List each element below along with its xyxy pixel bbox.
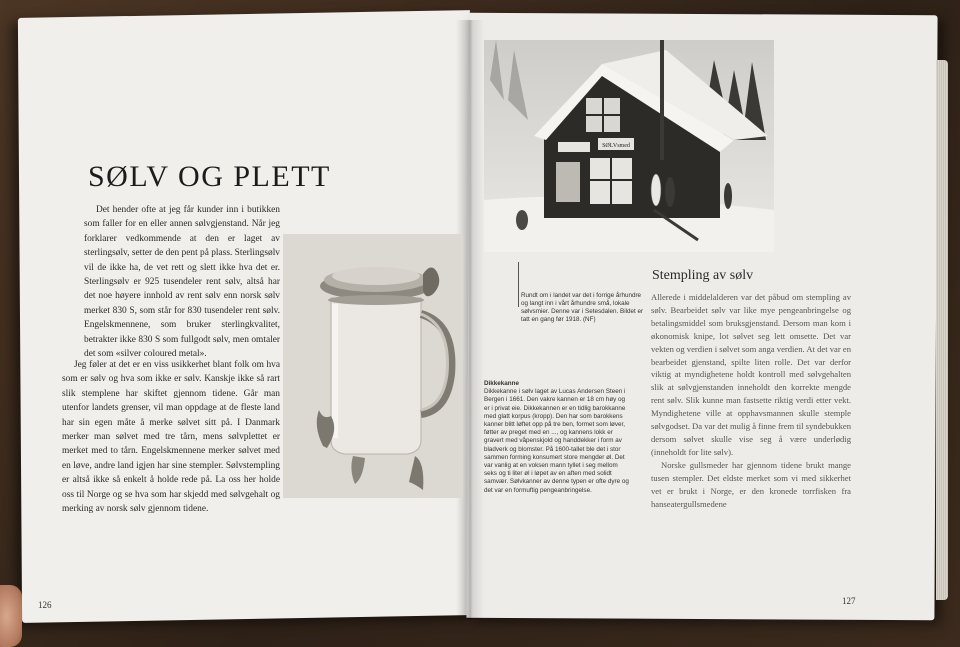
left-page-number: 126 <box>38 600 52 610</box>
right-paragraph-2: Norske gullsmeder har gjennom tidene brukt mange tusen stempler. Det eldste merket som vi med sikkerhet vet er brukt i Norge, er den kronede torrfisken fra hanseatergullsmedene <box>651 459 851 509</box>
tankard-photo <box>283 234 463 498</box>
caption-title: Dikkekanne <box>484 380 520 387</box>
silversmith-house-photo <box>484 40 774 252</box>
page-edges <box>936 60 948 600</box>
left-paragraph-1: Det hender ofte at jeg får kunder inn i butikken som faller for en eller annen sølvgjenstand. Når jeg forklarer vedkommende at den er laget av sterlingsølv, setter de den pent på plass. Sterlingsølv vil de ikke ha, de vet rett og slett ikke hva det er. Sterlingsølv er 925 tusendeler rent sølv, altså har det noe høyere innhold av rent sølv enn norsk sølv merket 830 S, som står for 830 tusendeler rent sølv. Engelskmennene, som bruker sterlingkvalitet, betrakter ikke 830 S som fullgodt sølv, men omtaler det som «silver coloured metal». <box>84 205 280 360</box>
left-paragraph-2: Jeg føler at det er en viss usikkerhet blant folk om hva som er sølv og hva som ikke er sølv. Kanskje ikke så rart slik stemplene har skiftet gjennom tidene. Går man utenfor landets grenser, vil man oppdage at de fleste land har sin egen måte å merke sølvet sitt på. I Danmark merker man sølvet med tre tårn, mens sølvplettet er merket med to tårn. Engelskmennene merker sølvet med en løve, andre land igjen har sine stempler. Sølvstempling er altså ikke så enkelt å holde rede på. La oss her holde oss til Norge og se hva som har skjedd med sølvgehalt og merking av norsk sølv gjennom tidene. <box>62 360 280 515</box>
right-paragraph-1: Allerede i middelalderen var det påbud om stempling av sølv. Bearbeidet sølv var like mye pengeanbringelse og betalingsmiddel som bruksgjenstand. Dersom man kom i økonomisk knipe, lot sølvet seg lett omsette. Det var vekten og verdien i sølvet som anga verdien. At det var en bearbeidet gjenstand, spilte liten rolle. Det var derfor viktig at myndighetene holdt kontroll med sølvgehalten slik at sølvgjenstanden inneholdt den korrekte mengde rent sølv. Slik kunne man fastsette riktig verdi etter vekt. Myndighetene ville at opphavsmannen skulle stemple sølvgodset. Da var det mulig å finne frem til syndebukken dersom sølvet skulle vise seg å være underlødig (inneholdt for lite sølv). <box>651 292 851 457</box>
tankard-illustration <box>283 234 463 498</box>
left-body-text-top <box>84 203 280 361</box>
photo-caption: Rundt om i landet var det i forrige århundre og langt inn i vårt århundre små, lokale sølvsmier. Denne var i Setesdalen. Bildet er tatt en gang før 1918. (NF) <box>521 292 644 323</box>
right-page-number: 127 <box>842 596 856 606</box>
chapter-title: SØLV OG PLETT <box>88 160 331 193</box>
house-illustration <box>484 40 774 252</box>
thumb <box>0 585 22 647</box>
caption-rule <box>518 262 519 307</box>
caption-text: Dikkekanne i sølv laget av Lucas Andersen Steen i Bergen i 1661. Den vakre kannen er 18 cm høy og er i privat eie. Dikkekannen er en tidlig barokkanne med glatt korpus (kropp). Den har som barokkens kanner blitt løftet opp på tre ben, formet som løver, føtter av preget med en ..., og kannens lokk er gravert med våpenskjold og handdekker i form av bladverk og blomster. På 1600-tallet ble det i stor sammen forming konsumert store mengder øl. Det var vanlig at en voksen mann tyllet i seg mellom seks og ti liter øl i løpet av en aften med solidt samvær. Sølvkanner av denne typen er ofte dyre og det var en formuftig pengeanbringelse. <box>484 388 629 494</box>
section-heading: Stempling av sølv <box>652 268 754 283</box>
left-body-text-bottom <box>62 358 280 516</box>
shop-sign-text: SØLVsmed <box>602 143 630 149</box>
dikkekanne-caption <box>484 380 632 495</box>
right-body-text <box>651 291 851 510</box>
